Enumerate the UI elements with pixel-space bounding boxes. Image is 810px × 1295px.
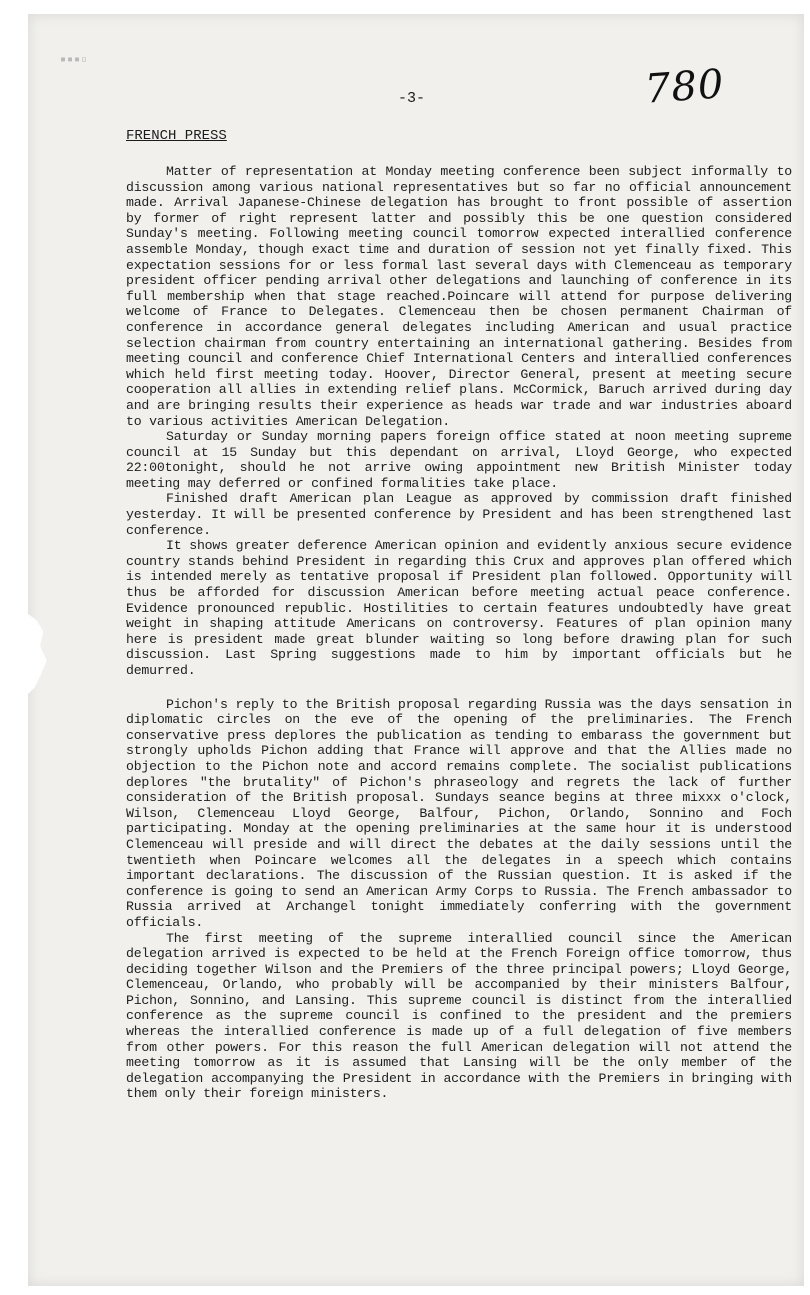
faint-mark: ▪▪▪▫	[60, 54, 89, 65]
paragraph: Saturday or Sunday morning papers foreign office stated at noon meeting supreme council at 15 Sunday but this dependant on arrival, Lloyd George, who expected 22:00tonight, should he not arrive owing appointment new British Minister today meeting may deferred or confined formalities take place.	[126, 429, 792, 491]
handwritten-page-number: 780	[643, 61, 726, 113]
torn-edge	[28, 614, 50, 694]
paragraph: Finished draft American plan League as approved by commission draft finished yesterday. It will be presented conference by President and has been strengthened last conference.	[126, 491, 792, 538]
paragraph: Matter of representation at Monday meeting conference been subject informally to discussion among various national representatives but so far no official announcement made. Arrival Japanese-Chinese delegation has brought to front possible of assertion by former of right represent latter and possibly this be one question considered Sunday's meeting. Following meeting council tomorrow expected interallied conference assemble Monday, though exact time and duration of session not yet finally fixed. This expectation sessions for or less formal last several days with Clemenceau as temporary president officer pending arrival other delegations and launching of conference in its full membership when that stage reached.Poincare will attend for purpose delivering welcome of France to Delegates. Clemenceau then be chosen permanent Chairman of conference in accordance general delegates including American and usual practice selection chairman from country entertaining an international gathering. Besides from meeting council and conference Chief International Centers and interallied conferences which held first meeting today. Hoover, Director General, present at meeting secure cooperation all allies in extending relief plans. McCormick, Baruch arrived during day and are bringing results their experience as heads war trade and war industries aboard to various activities American Delegation.	[126, 164, 792, 429]
document-page	[28, 14, 804, 1286]
page-number: -3-	[398, 90, 426, 107]
document-body	[126, 164, 792, 1102]
paragraph: Pichon's reply to the British proposal regarding Russia was the days sensation in diplomatic circles on the eve of the opening of the preliminaries. The French conservative press deplores the publication as tending to embarass the government but strongly upholds Pichon adding that France will approve and that the Allies made no objection to the Pichon note and accord remains complete. The socialist publications deplores "the brutality" of Pichon's phraseology and regrets the lack of further consideration of the British proposal. Sundays seance begins at three mixxx o'clock, Wilson, Clemenceau Lloyd George, Balfour, Pichon, Orlando, Sonnino and Foch participating. Monday at the opening preliminaries at the same hour it is understood Clemenceau will preside and will direct the debates at the daily sessions until the twentieth when Poincare welcomes all the delegates in a speech which contains important declarations. The discussion of the Russian question. It is asked if the conference is going to send an American Army Corps to Russia. The French ambassador to Russia arrived at Archangel tonight immediately conferring with the government officials.	[126, 696, 792, 930]
paragraph: The first meeting of the supreme interallied council since the American delegation arrived is expected to be held at the French Foreign office tomorrow, thus deciding together Wilson and the Premiers of the three principal powers; Lloyd George, Clemenceau, Orlando, who probably will be accompanied by their ministers Balfour, Pichon, Sonnino, and Lansing. This supreme council is distinct from the interallied conference as the supreme council is confined to the president and the premiers whereas the interallied conference is made up of a full delegation of five members from other powers. For this reason the full American delegation will not attend the meeting tomorrow as it is assumed that Lansing will be the only member of the delegation accompanying the President in accordance with the Premiers in bringing with them only their foreign ministers.	[126, 930, 792, 1102]
paragraph: It shows greater deference American opinion and evidently anxious secure evidence country stands behind President in regarding this Crux and approves plan offered which is intended merely as tentative proposal if President plan followed. Opportunity will thus be afforded for discussion American before meeting actual peace conference. Evidence pronounced republic. Hostilities to certain features undoubtedly have great weight in shaping attitude Americans on controversy. Features of plan opinion many here is president made great blunder waiting so long before drawing plan for such discussion. Last Spring suggestions made to him by important officials but he demurred.	[126, 538, 792, 678]
section-title: FRENCH PRESS	[126, 128, 227, 144]
